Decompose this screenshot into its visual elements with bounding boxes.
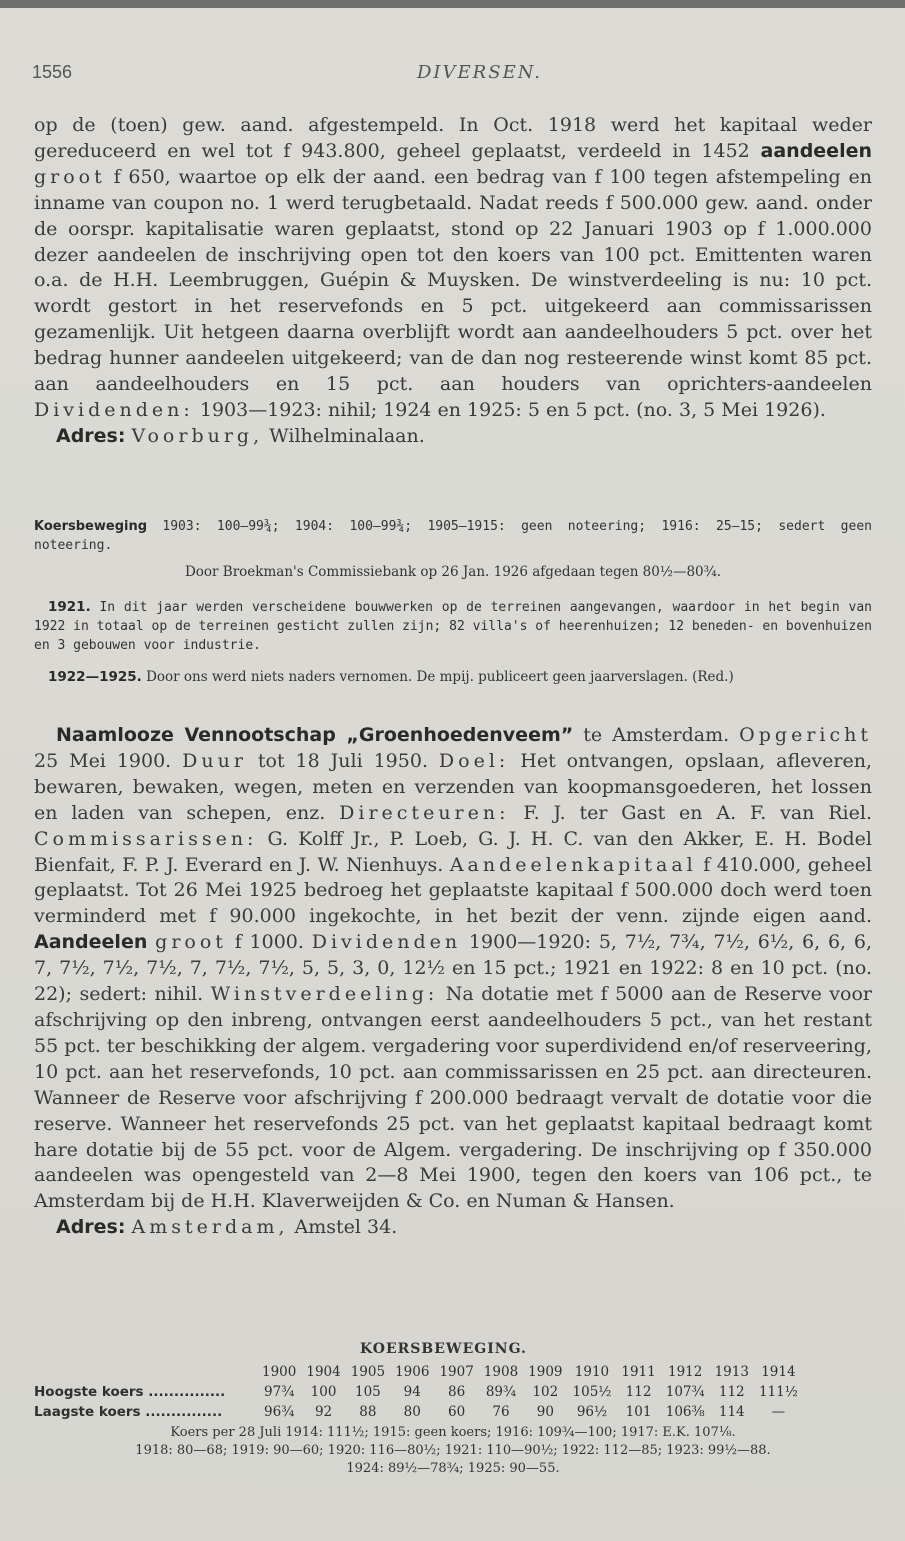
table-cell: — (771, 1404, 786, 1420)
page-number: 1556 (32, 62, 73, 82)
company-title: Naamlooze Vennootschap „Groenhoedenveem” (56, 724, 574, 746)
page-header (32, 62, 872, 92)
koers-note-line: 1924: 89½—78¾; 1925: 90—55. (346, 1461, 560, 1476)
year-cell: 1913 (714, 1364, 749, 1380)
table-row (34, 1402, 803, 1422)
table-cell: 76 (492, 1404, 510, 1420)
table-cell: 102 (532, 1384, 559, 1400)
year-text: In dit jaar werden verscheidene bouwwerken op de terreinen aangevangen, waardoor in het begin van 1922 in totaal op de terreinen gesticht zullen zijn; 82 villa's of heerenhuizen; 12 beneden- en bovenhuizen en 3 gebouwen voor industrie. (34, 600, 872, 653)
spaced-term: groot (155, 931, 227, 954)
koers-note-line: Koers per 28 Juli 1914: 111½; 1915: geen koers; 1916: 109¾—100; 1917: E.K. 107⅛. (170, 1425, 736, 1440)
scan-top-edge (0, 0, 905, 8)
text-run: f 650, waartoe op elk der aand. een bedrag van f 100 tegen afstempeling en inname van coupon no. 1 werd terugbetaald. Nadat reeds f 500.000 gew. aand. onder de oorspr. kapitalisatie waren geplaatst, stond op 22 Januari 1903 op f 1.000.000 dezer aandeelen de inschrijving open tot den koers van 100 pct. Emittenten waren o.a. de H.H. Leembruggen, Guépin & Muysken. De winstverdeeling is nu: 10 pct. wordt gestort in het reservefonds en 5 pct. uitgekeerd aan commissarissen gezamenlijk. Uit hetgeen daarna overblijft wordt aan aandeelhouders 5 pct. over het bedrag hunner aandeelen uitgekeerd; van de dan nog resteerende winst komt 85 pct. aan aandeelhouders en 15 pct. aan houders van oprichters-aandeelen (34, 165, 872, 396)
address-street: Wilhelminalaan. (263, 424, 425, 447)
table-cell: 114 (718, 1404, 745, 1420)
koersbeweging-table (34, 1362, 803, 1422)
table-cell: 88 (359, 1404, 377, 1420)
year-label: 1921. (48, 599, 91, 615)
paragraph-diversen-continued (34, 113, 872, 450)
table-row (34, 1382, 803, 1402)
address-label: Adres: (56, 424, 126, 447)
address-city: Voorburg, (131, 424, 264, 447)
text-run: te Amsterdam. (573, 724, 740, 746)
spaced-term: Winstverdeeling: (210, 983, 439, 1006)
table-cell: 96½ (576, 1404, 608, 1420)
table-cell: 100 (310, 1384, 337, 1400)
year-text: Door ons werd niets naders vernomen. De mpij. publiceert geen jaarverslagen. (Red.) (141, 669, 734, 685)
koers-note: Door Broekman's Commissiebank op 26 Jan. 1926 afgedaan tegen 80½—80¾. (184, 564, 722, 580)
spaced-term: Dividenden: (34, 398, 194, 421)
year-cell: 1912 (667, 1364, 703, 1380)
address-street: Amstel 34. (288, 1216, 398, 1239)
address-city: Amsterdam, (131, 1216, 289, 1239)
koers-notes (34, 1424, 872, 1478)
table-cell: 112 (625, 1384, 652, 1400)
running-title: DIVERSEN. (417, 62, 543, 83)
table-cell: 101 (625, 1404, 652, 1420)
table-cell: 80 (403, 1404, 421, 1420)
table-cell: 89¾ (485, 1384, 517, 1400)
table-cell: 105 (355, 1384, 381, 1400)
text-run: f 943.800, geheel geplaatst, verdeeld in 1452 (283, 139, 761, 162)
year-label: 1922—1925. (48, 669, 142, 685)
table-cell: 97¾ (264, 1384, 295, 1400)
table-cell: 105½ (572, 1384, 612, 1400)
koersbeweging-label: Koersbeweging (34, 519, 148, 534)
row-label: Laagste koers ............... (34, 1404, 223, 1420)
table-cell: 86 (448, 1384, 466, 1400)
spaced-term: Aandeelenkapitaal (449, 853, 697, 876)
spaced-term: Dividenden (311, 931, 462, 954)
spaced-term: groot (34, 165, 106, 188)
table-cell: 107¾ (665, 1384, 705, 1400)
year-cell: 1900 (262, 1364, 297, 1380)
text-run: 25 Mei 1900. (34, 749, 183, 772)
table-corner (34, 1362, 257, 1382)
spaced-term: Commissarissen: (34, 827, 258, 850)
spaced-term: Doel: (438, 749, 510, 772)
bold-term: Aandeelen (34, 931, 148, 954)
text-run: Het ontvangen, opslaan, afleveren, bewaren, bewaken, wegen, meten en verzenden van koopmansgoederen, het lossen en laden van schepen, enz. (34, 749, 872, 824)
paragraph-groenhoedenveem (34, 723, 872, 1241)
koersbeweging-table-title: KOERSBEWEGING. (360, 1341, 527, 1357)
address-label: Adres: (56, 1216, 126, 1239)
koersbeweging-text: 1903: 100—99¾; 1904: 100—99¾; 1905—1915: geen noteering; 1916: 25—15; sedert geen noteering. (34, 519, 872, 553)
year-1921 (34, 598, 872, 655)
table-cell: 90 (536, 1404, 554, 1420)
year-cell: 1904 (306, 1364, 341, 1380)
table-cell: 60 (448, 1404, 466, 1420)
table-cell: 106⅜ (665, 1404, 705, 1420)
table-cell: 112 (718, 1384, 745, 1400)
year-cell: 1905 (350, 1364, 386, 1380)
year-cell: 1908 (483, 1364, 519, 1380)
year-1922-1925 (34, 668, 872, 687)
text-run: G. Kolff Jr., P. Loeb, G. J. H. C. van den Akker, E. H. Bodel Bienfait, F. P. J. Everard en J. W. Nienhuys. (34, 827, 872, 876)
year-cell: 1911 (621, 1364, 656, 1380)
text-run: Na dotatie met f 5000 aan de Reserve voor afschrijving op den inbreng, ontvangen eerst aandeelhouders 5 pct., van het restant 55 pct. ter beschikking der algem. vergadering voor superdividend en/of reserveering, 10 pct. aan het reservefonds, 10 pct. aan commissarissen en 25 pct. aan directeuren. Wanneer de Reserve voor afschrijving f 200.000 bedraagt vervalt de dotatie voor die reserve. Wanneer het reservefonds 25 pct. van het geplaatst kapitaal bedraagt komt hare dotatie bij de 55 pct. voor de Algem. vergadering. De inschrijving op f 350.000 aandeelen was opengesteld van 2—8 Mei 1900, tegen den koers van 106 pct., te Amsterdam bij de H.H. Klaverweijden & Co. en Numan & Hansen. (34, 983, 872, 1213)
text-run: 1900—1920: 5, 7½, 7¾, 7½, 6½, 6, 6, 6, 7, 7½, 7½, 7½, 7, 7½, 7½, 5, 5, 3, 0, 12½ en 15 pct.; 1921 en 1922: 8 en 10 pct. (no. 22); sedert: nihil. (34, 931, 873, 1006)
text-run: f 1000. (226, 931, 312, 954)
year-cell: 1909 (528, 1364, 563, 1380)
year-cell: 1910 (574, 1364, 610, 1380)
text-run: f 410.000, geheel geplaatst. Tot 26 Mei 1925 bedroeg het geplaatste kapitaal f 500.000 doch werd toen verminderd met f 90.000 ingekochte, in het bezit der venn. zijnde eigen aand. (34, 853, 873, 928)
bold-term: aandeelen (760, 139, 872, 162)
year-cell: 1906 (395, 1364, 430, 1380)
text-run: F. J. ter Gast en A. F. van Riel. (509, 801, 872, 824)
table-cell: 96¾ (264, 1404, 295, 1420)
text-run (147, 931, 155, 953)
row-label: Hoogste koers ............... (34, 1384, 226, 1400)
text-run: 1903—1923: nihil; 1924 en 1925: 5 en 5 pct. (no. 3, 5 Mei 1926). (193, 398, 826, 421)
spaced-term: Duur (182, 749, 247, 772)
text-run: op de (toen) gew. aand. afgestempeld. In Oct. 1918 werd het kapitaal weder gereduceerd en wel tot (34, 114, 872, 162)
koers-note-line: 1918: 80—68; 1919: 90—60; 1920: 116—80½; 1921: 110—90½; 1922: 112—85; 1923: 99½—88. (135, 1443, 771, 1458)
table-cell: 111½ (758, 1384, 798, 1400)
year-cell: 1914 (761, 1364, 796, 1380)
table-cell: 94 (403, 1384, 421, 1400)
text-run: tot 18 Juli 1950. (246, 749, 439, 772)
year-cell: 1907 (439, 1364, 474, 1380)
table-cell: 92 (314, 1404, 333, 1420)
table-header-row (34, 1362, 803, 1382)
koersbeweging-1 (34, 517, 872, 555)
spaced-term: Opgericht (739, 724, 872, 746)
spaced-term: Directeuren: (339, 801, 510, 824)
